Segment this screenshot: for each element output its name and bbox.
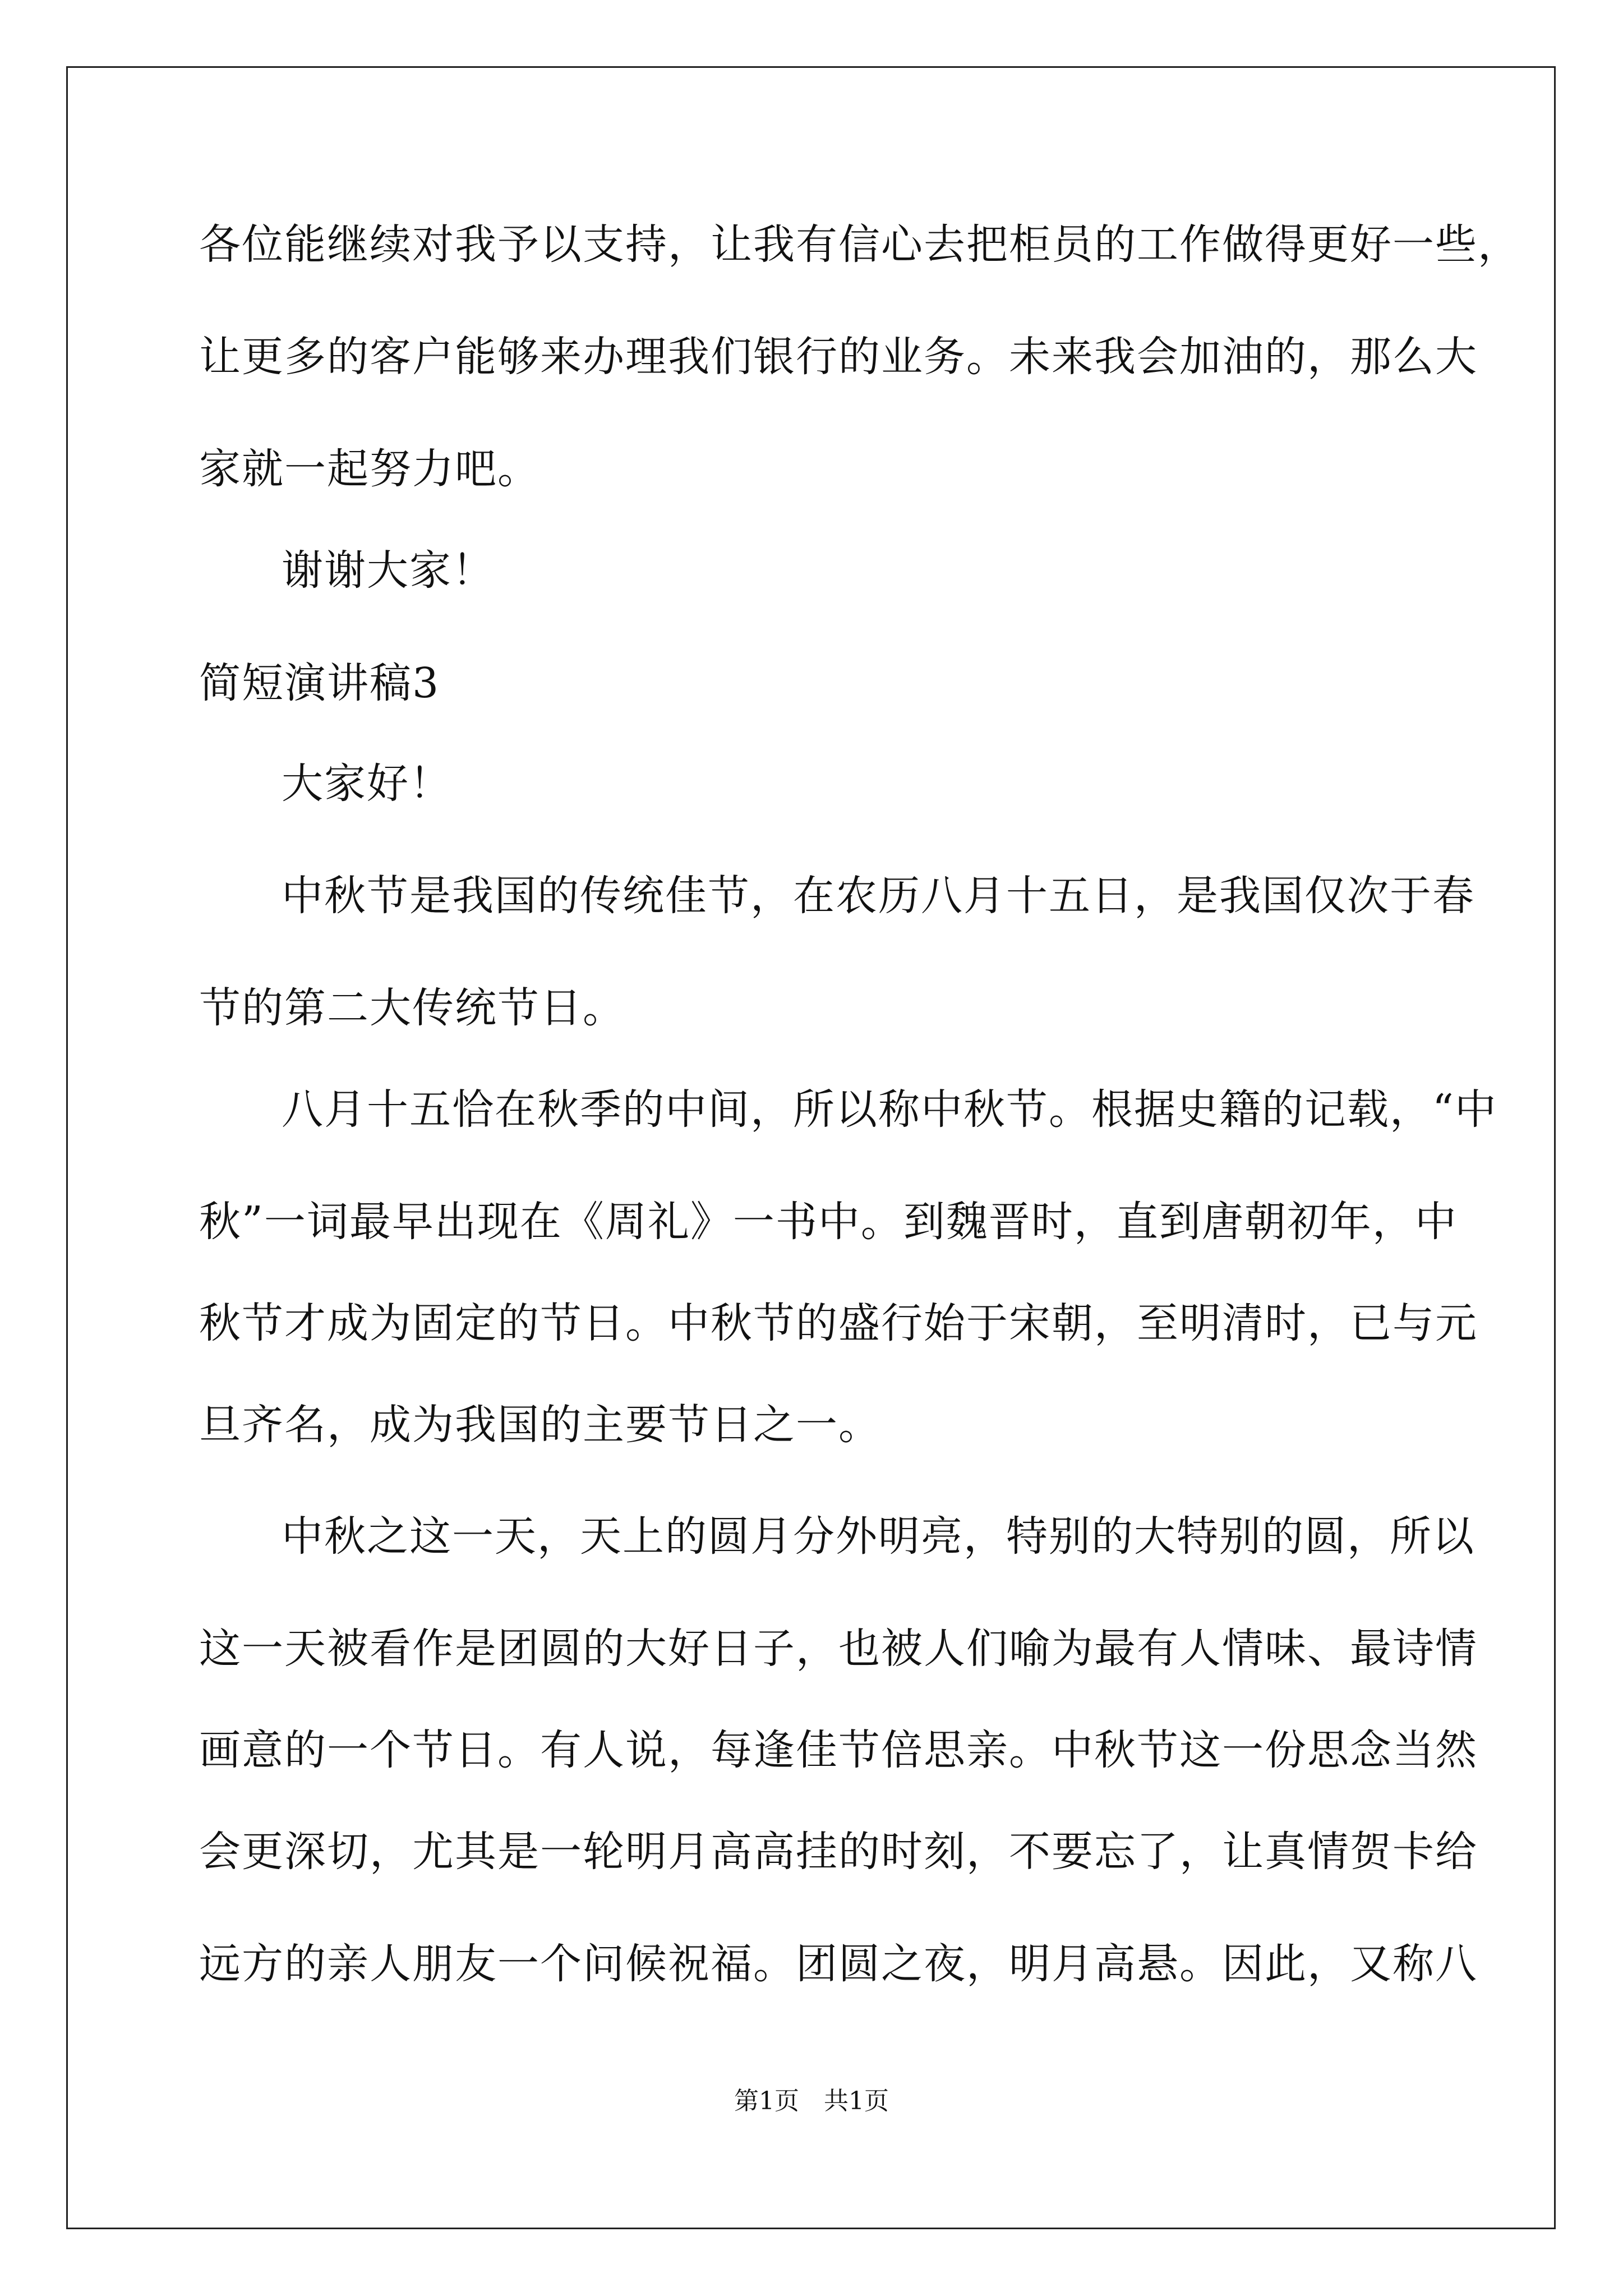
section-heading: 简短演讲稿3: [199, 659, 440, 707]
body-line-9: 旦齐名，成为我国的主要节日之一。: [199, 1401, 881, 1449]
page-border: [66, 66, 1556, 2229]
body-line-2: 让更多的客户能够来办理我们银行的业务。未来我会加油的，那么大: [199, 333, 1478, 381]
body-line-6: 八月十五恰在秋季的中间，所以称中秋节。根据史籍的记载，“中: [282, 1085, 1497, 1134]
body-line-10: 中秋之这一天，天上的圆月分外明亮，特别的大特别的圆，所以: [282, 1512, 1475, 1561]
body-line-4: 中秋节是我国的传统佳节，在农历八月十五日，是我国仅次于春: [282, 872, 1475, 920]
body-line-3: 家就一起努力吧。: [199, 445, 540, 493]
body-line-13: 会更深切，尤其是一轮明月高高挂的时刻，不要忘了，让真情贺卡给: [199, 1828, 1478, 1876]
body-line-7: 秋”一词最早出现在《周礼》一书中。到魏晋时，直到唐朝初年，中: [199, 1198, 1458, 1246]
closing-line: 谢谢大家！: [282, 546, 495, 595]
body-line-8: 秋节才成为固定的节日。中秋节的盛行始于宋朝，至明清时，已与元: [199, 1299, 1478, 1347]
body-line-11: 这一天被看作是团圆的大好日子，也被人们喻为最有人情味、最诗情: [199, 1625, 1478, 1673]
body-line-12: 画意的一个节日。有人说，每逢佳节倍思亲。中秋节这一份思念当然: [199, 1726, 1478, 1774]
body-line-5: 节的第二大传统节日。: [199, 984, 625, 1032]
greeting-line: 大家好！: [282, 760, 452, 808]
body-line-1: 各位能继续对我予以支持，让我有信心去把柜员的工作做得更好一些，: [199, 220, 1520, 269]
body-line-14: 远方的亲人朋友一个问候祝福。团圆之夜，明月高悬。因此，又称八: [199, 1940, 1478, 1988]
page-number-footer: 第1页 共1页: [734, 2087, 889, 2115]
